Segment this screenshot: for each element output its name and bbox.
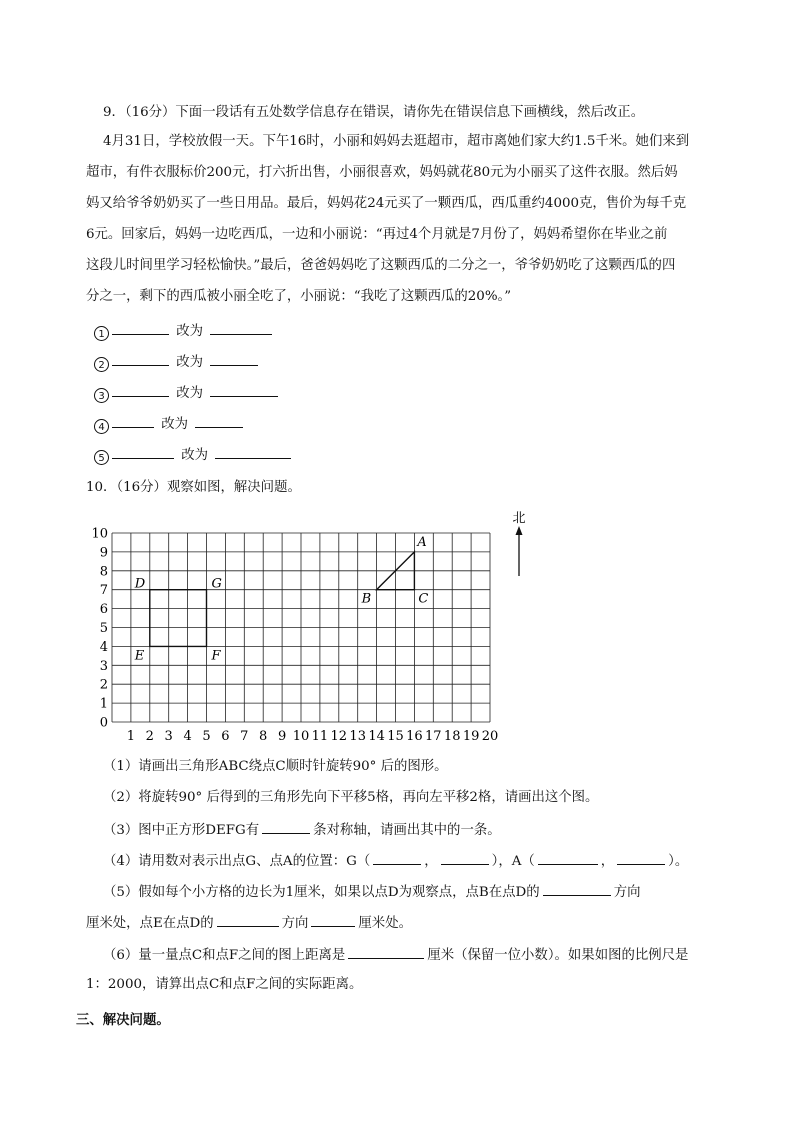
- circled-number: 3: [94, 388, 109, 403]
- square-defg: [150, 590, 207, 647]
- x-tick-label: 7: [240, 729, 249, 744]
- figures: [134, 535, 429, 664]
- q9-title: 9．（16分）下面一段话有五处数学信息存在错误，请你先在错误信息下画横线，然后改正。: [103, 105, 645, 120]
- point-label-d: D: [134, 576, 146, 592]
- change-to-label: 改为: [176, 355, 204, 370]
- y-tick-label: 6: [99, 602, 108, 618]
- q10-title: 10．（16分）观察如图，解决问题。: [86, 480, 301, 495]
- q9-text-line-4: 6元。回家后，妈妈一边吃西瓜，一边和小丽说：“再过4个月就是7月份了，妈妈希望你在毕业之前: [86, 227, 668, 242]
- y-tick-label: 5: [99, 621, 108, 636]
- point-label-e: E: [134, 648, 145, 664]
- blank-e-distance[interactable]: [311, 913, 355, 927]
- x-tick-label: 20: [481, 729, 499, 744]
- q10-sub5-line2: [86, 913, 412, 933]
- sub5-text-d: 方向: [281, 916, 309, 931]
- q9-text-line-6: 分之一，剩下的西瓜被小丽全吃了，小丽说：“我吃了这颗西瓜的20%。”: [86, 289, 512, 304]
- q10-sub4: [103, 851, 688, 871]
- sub4-text-a: （4）请用数对表示出点G、点A的位置：G（: [103, 854, 371, 869]
- q10-sub3: [103, 820, 501, 840]
- circled-number: 1: [94, 326, 109, 341]
- x-tick-label: 6: [221, 729, 230, 744]
- x-tick-label: 1: [126, 729, 136, 744]
- x-tick-label: 19: [462, 729, 480, 744]
- y-tick-label: 2: [99, 677, 108, 693]
- sub6-text-b: 厘米（保留一位小数）。如果如图的比例尺是: [427, 948, 689, 963]
- blank-g-x[interactable]: [373, 851, 421, 865]
- x-tick-label: 10: [292, 729, 310, 744]
- x-tick-label: 14: [368, 729, 385, 744]
- x-tick-label: 15: [387, 729, 404, 744]
- sub4-sep: ，: [424, 854, 438, 869]
- q10-sub6-line1: [103, 945, 688, 965]
- north-arrow-icon: [516, 526, 523, 576]
- blank-axes-count[interactable]: [262, 820, 310, 834]
- x-tick-label: 16: [406, 729, 423, 744]
- sub5-text-b: 方向: [613, 885, 641, 900]
- x-tick-label: 13: [349, 729, 366, 744]
- blank-b-direction[interactable]: [543, 882, 611, 896]
- x-axis-labels: [127, 729, 499, 744]
- point-label-b: B: [361, 591, 372, 607]
- circled-number: 5: [94, 450, 109, 465]
- point-label-c: C: [418, 591, 429, 607]
- blank-a-y[interactable]: [617, 851, 665, 865]
- x-tick-label: 9: [277, 729, 287, 744]
- point-label-g: G: [211, 576, 222, 592]
- y-tick-label: 1: [99, 696, 108, 712]
- blank-cf-distance[interactable]: [348, 945, 424, 959]
- blank-g-y[interactable]: [441, 851, 489, 865]
- x-tick-label: 2: [145, 729, 154, 744]
- sub5-text-c: 厘米处，点E在点D的: [86, 916, 214, 931]
- y-tick-label: 9: [99, 545, 108, 561]
- point-label-f: F: [211, 648, 221, 664]
- sub6-text-a: （6）量一量点C和点F之间的图上距离是: [103, 948, 346, 963]
- grid-lines: [112, 533, 490, 722]
- x-tick-label: 17: [425, 729, 442, 744]
- x-tick-label: 8: [259, 729, 268, 744]
- x-tick-label: 4: [183, 729, 192, 744]
- change-to-label: 改为: [176, 324, 204, 339]
- sub4-text-b: ），A（: [491, 854, 535, 869]
- point-label-a: A: [417, 534, 427, 550]
- change-to-label: 改为: [181, 448, 209, 463]
- north-label: 北: [512, 511, 526, 526]
- q9-text-line-5: 这段儿时间里学习轻松愉快。”最后，爸爸妈妈吃了这颗西瓜的二分之一，爷爷奶奶吃了这颗西瓜的四: [86, 258, 676, 273]
- blank-e-direction[interactable]: [217, 913, 279, 927]
- q9-text-line-2: 超市，有件衣服标价200元，打六折出售，小丽很喜欢，妈妈就花80元为小丽买了这件衣服。然后妈: [86, 165, 678, 180]
- change-to-label: 改为: [161, 417, 189, 432]
- circled-number: 2: [94, 357, 109, 372]
- y-tick-label: 0: [99, 715, 108, 731]
- q10-sub1: （1）请画出三角形ABC绕点C顺时针旋转90° 后的图形。: [103, 759, 448, 774]
- section-3-heading: 三、解决问题。: [76, 1012, 170, 1028]
- y-tick-label: 8: [99, 564, 108, 580]
- x-tick-label: 5: [202, 729, 211, 744]
- q10-sub2: （2）将旋转90° 后得到的三角形先向下平移5格，再向左平移2格，请画出这个图。: [103, 790, 599, 805]
- sub3-text-b: 条对称轴，请画出其中的一条。: [313, 823, 501, 838]
- circled-number: 4: [94, 419, 109, 434]
- x-tick-label: 3: [164, 729, 173, 744]
- y-tick-label: 7: [99, 583, 108, 599]
- x-tick-label: 11: [311, 729, 329, 744]
- y-tick-label: 4: [99, 639, 108, 655]
- y-tick-label: 10: [91, 526, 108, 542]
- sub4-sep: ，: [600, 854, 615, 869]
- q9-text-line-3: 妈又给爷爷奶奶买了一些日用品。最后，妈妈花24元买了一颗西瓜，西瓜重约4000克，售价为每千克: [86, 196, 687, 211]
- q10-sub5-line1: [103, 882, 640, 902]
- y-axis-labels: [91, 527, 108, 731]
- q9-text-line-1: 4月31日，学校放假一天。下午16时，小丽和妈妈去逛超市，超市离她们家大约1.5千米。她们来到: [103, 134, 690, 149]
- q10-sub6-line2: 1：2000，请算出点C和点F之间的实际距离。: [86, 977, 363, 992]
- change-to-label: 改为: [176, 386, 204, 401]
- y-tick-label: 3: [99, 658, 108, 674]
- sub4-text-c: ）。: [668, 854, 689, 869]
- blank-a-x[interactable]: [538, 851, 598, 865]
- sub5-text-a: （5）假如每个小方格的边长为1厘米，如果以点D为观察点，点B在点D的: [103, 885, 540, 900]
- sub3-text-a: （3）图中正方形DEFG有: [103, 823, 260, 838]
- x-tick-label: 12: [330, 729, 348, 744]
- sub5-text-e: 厘米处。: [358, 916, 412, 931]
- x-tick-label: 18: [443, 729, 461, 744]
